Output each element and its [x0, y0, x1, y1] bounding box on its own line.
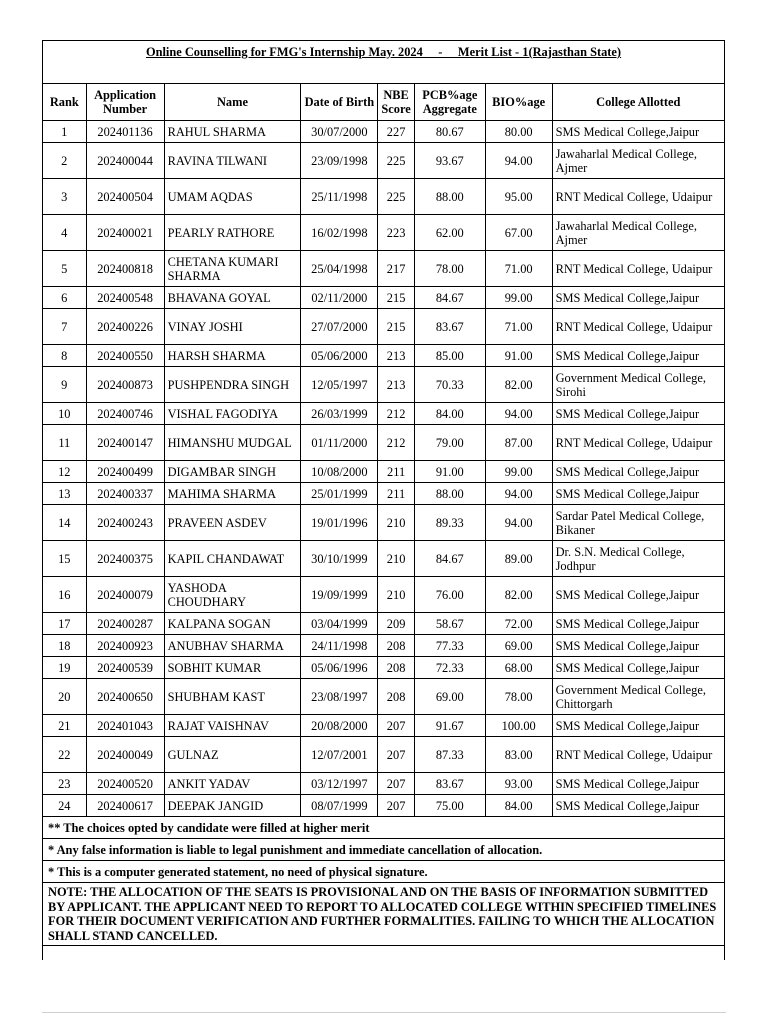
cell-pcb: 76.00	[414, 577, 485, 613]
header-rank: Rank	[43, 84, 87, 121]
cell-rank: 24	[43, 795, 87, 817]
cell-dob: 19/01/1996	[301, 505, 378, 541]
cell-bio: 80.00	[485, 121, 552, 143]
cell-college: RNT Medical College, Udaipur	[552, 309, 724, 345]
header-dob: Date of Birth	[301, 84, 378, 121]
cell-college: RNT Medical College, Udaipur	[552, 179, 724, 215]
cell-rank: 18	[43, 635, 87, 657]
cell-rank: 9	[43, 367, 87, 403]
cell-application-number: 202400287	[86, 613, 164, 635]
table-row	[43, 679, 725, 715]
cell-nbe-score: 215	[378, 287, 414, 309]
cell-dob: 26/03/1999	[301, 403, 378, 425]
cell-nbe-score: 210	[378, 505, 414, 541]
cell-nbe-score: 208	[378, 635, 414, 657]
cell-dob: 03/04/1999	[301, 613, 378, 635]
cell-rank: 17	[43, 613, 87, 635]
cell-pcb: 91.00	[414, 461, 485, 483]
page-bottom-rule	[42, 1012, 726, 1013]
cell-nbe-score: 213	[378, 345, 414, 367]
cell-rank: 10	[43, 403, 87, 425]
cell-bio: 87.00	[485, 425, 552, 461]
cell-pcb: 80.67	[414, 121, 485, 143]
table-row	[43, 577, 725, 613]
table-row	[43, 773, 725, 795]
cell-college: SMS Medical College,Jaipur	[552, 483, 724, 505]
cell-bio: 100.00	[485, 715, 552, 737]
cell-dob: 05/06/1996	[301, 657, 378, 679]
cell-rank: 15	[43, 541, 87, 577]
cell-bio: 69.00	[485, 635, 552, 657]
cell-college: SMS Medical College,Jaipur	[552, 461, 724, 483]
cell-nbe-score: 215	[378, 309, 414, 345]
cell-dob: 05/06/2000	[301, 345, 378, 367]
table-row	[43, 613, 725, 635]
cell-dob: 03/12/1997	[301, 773, 378, 795]
cell-college: SMS Medical College,Jaipur	[552, 287, 724, 309]
cell-application-number: 202401136	[86, 121, 164, 143]
cell-name: PRAVEEN ASDEV	[164, 505, 301, 541]
cell-application-number: 202400650	[86, 679, 164, 715]
cell-bio: 71.00	[485, 309, 552, 345]
cell-pcb: 75.00	[414, 795, 485, 817]
cell-bio: 99.00	[485, 461, 552, 483]
cell-dob: 25/01/1999	[301, 483, 378, 505]
table-row	[43, 143, 725, 179]
header-row	[43, 84, 725, 121]
cell-nbe-score: 212	[378, 403, 414, 425]
cell-college: RNT Medical College, Udaipur	[552, 425, 724, 461]
table-row	[43, 715, 725, 737]
note-false-info: * Any false information is liable to legal punishment and immediate cancellation of allocation.	[43, 839, 725, 861]
cell-rank: 7	[43, 309, 87, 345]
cell-application-number: 202400337	[86, 483, 164, 505]
header-application-number: Application Number	[86, 84, 164, 121]
cell-nbe-score: 225	[378, 179, 414, 215]
cell-application-number: 202401043	[86, 715, 164, 737]
cell-application-number: 202400617	[86, 795, 164, 817]
cell-dob: 20/08/2000	[301, 715, 378, 737]
table-row	[43, 309, 725, 345]
cell-name: DIGAMBAR SINGH	[164, 461, 301, 483]
cell-dob: 10/08/2000	[301, 461, 378, 483]
cell-rank: 20	[43, 679, 87, 715]
cell-application-number: 202400818	[86, 251, 164, 287]
table-row	[43, 345, 725, 367]
cell-dob: 23/09/1998	[301, 143, 378, 179]
cell-application-number: 202400520	[86, 773, 164, 795]
cell-name: RAHUL SHARMA	[164, 121, 301, 143]
cell-nbe-score: 225	[378, 143, 414, 179]
table-row	[43, 541, 725, 577]
cell-college: Dr. S.N. Medical College, Jodhpur	[552, 541, 724, 577]
cell-pcb: 83.67	[414, 773, 485, 795]
cell-nbe-score: 223	[378, 215, 414, 251]
table-tail-row	[43, 946, 725, 961]
cell-rank: 6	[43, 287, 87, 309]
cell-application-number: 202400147	[86, 425, 164, 461]
cell-rank: 4	[43, 215, 87, 251]
table-row	[43, 179, 725, 215]
cell-pcb: 84.00	[414, 403, 485, 425]
table-row	[43, 505, 725, 541]
cell-rank: 11	[43, 425, 87, 461]
cell-pcb: 85.00	[414, 345, 485, 367]
cell-application-number: 202400021	[86, 215, 164, 251]
cell-dob: 16/02/1998	[301, 215, 378, 251]
header-pcb: PCB%age Aggregate	[414, 84, 485, 121]
cell-dob: 25/11/1998	[301, 179, 378, 215]
cell-application-number: 202400079	[86, 577, 164, 613]
cell-pcb: 84.67	[414, 541, 485, 577]
cell-pcb: 83.67	[414, 309, 485, 345]
cell-bio: 78.00	[485, 679, 552, 715]
cell-name: HIMANSHU MUDGAL	[164, 425, 301, 461]
cell-application-number: 202400504	[86, 179, 164, 215]
cell-nbe-score: 209	[378, 613, 414, 635]
cell-bio: 72.00	[485, 613, 552, 635]
cell-nbe-score: 213	[378, 367, 414, 403]
cell-nbe-score: 210	[378, 577, 414, 613]
note-false-info-row	[43, 839, 725, 861]
table-row	[43, 657, 725, 679]
cell-name: RAJAT VAISHNAV	[164, 715, 301, 737]
cell-dob: 12/07/2001	[301, 737, 378, 773]
cell-nbe-score: 212	[378, 425, 414, 461]
cell-bio: 71.00	[485, 251, 552, 287]
table-row	[43, 403, 725, 425]
cell-name: CHETANA KUMARI SHARMA	[164, 251, 301, 287]
cell-rank: 16	[43, 577, 87, 613]
cell-college: SMS Medical College,Jaipur	[552, 403, 724, 425]
cell-nbe-score: 207	[378, 795, 414, 817]
cell-application-number: 202400226	[86, 309, 164, 345]
cell-name: SOBHIT KUMAR	[164, 657, 301, 679]
cell-bio: 89.00	[485, 541, 552, 577]
table-row	[43, 215, 725, 251]
cell-pcb: 69.00	[414, 679, 485, 715]
cell-nbe-score: 227	[378, 121, 414, 143]
note-allocation-provisional: NOTE: THE ALLOCATION OF THE SEATS IS PROVISIONAL AND ON THE BASIS OF INFORMATION SUBMITTED BY APPLICANT. THE APPLICANT NEED TO REPORT TO ALLOCATED COLLEGE WITHIN SPECIFIED TIMELINES FOR THEIR DOCUMENT VERIFICATION AND FURTHER FORMALITIES. FAILING TO WHICH THE ALLOCATION SHALL STAND CANCELLED.	[43, 883, 725, 946]
cell-name: UMAM AQDAS	[164, 179, 301, 215]
note-computer-generated: * This is a computer generated statement, no need of physical signature.	[43, 861, 725, 883]
cell-college: SMS Medical College,Jaipur	[552, 715, 724, 737]
cell-college: SMS Medical College,Jaipur	[552, 121, 724, 143]
cell-nbe-score: 207	[378, 737, 414, 773]
cell-bio: 67.00	[485, 215, 552, 251]
table-row	[43, 795, 725, 817]
cell-pcb: 72.33	[414, 657, 485, 679]
cell-application-number: 202400539	[86, 657, 164, 679]
cell-application-number: 202400746	[86, 403, 164, 425]
note-allocation-provisional-row	[43, 883, 725, 946]
table-row	[43, 483, 725, 505]
cell-name: KALPANA SOGAN	[164, 613, 301, 635]
cell-rank: 12	[43, 461, 87, 483]
cell-college: SMS Medical College,Jaipur	[552, 345, 724, 367]
cell-nbe-score: 208	[378, 657, 414, 679]
cell-application-number: 202400375	[86, 541, 164, 577]
cell-bio: 82.00	[485, 577, 552, 613]
cell-name: ANUBHAV SHARMA	[164, 635, 301, 657]
cell-application-number: 202400499	[86, 461, 164, 483]
cell-bio: 84.00	[485, 795, 552, 817]
cell-pcb: 70.33	[414, 367, 485, 403]
cell-bio: 83.00	[485, 737, 552, 773]
cell-college: RNT Medical College, Udaipur	[552, 737, 724, 773]
cell-rank: 5	[43, 251, 87, 287]
cell-name: SHUBHAM KAST	[164, 679, 301, 715]
cell-dob: 01/11/2000	[301, 425, 378, 461]
cell-college: SMS Medical College,Jaipur	[552, 635, 724, 657]
cell-name: RAVINA TILWANI	[164, 143, 301, 179]
header-bio: BIO%age	[485, 84, 552, 121]
note-higher-merit-row	[43, 817, 725, 839]
cell-rank: 8	[43, 345, 87, 367]
cell-rank: 14	[43, 505, 87, 541]
cell-bio: 82.00	[485, 367, 552, 403]
cell-dob: 02/11/2000	[301, 287, 378, 309]
cell-college: Jawaharlal Medical College, Ajmer	[552, 143, 724, 179]
table-row	[43, 737, 725, 773]
page-title: Online Counselling for FMG's Internship May. 2024 - Merit List - 1(Rajasthan State)	[43, 41, 725, 84]
cell-rank: 22	[43, 737, 87, 773]
cell-pcb: 89.33	[414, 505, 485, 541]
cell-nbe-score: 211	[378, 483, 414, 505]
cell-college: SMS Medical College,Jaipur	[552, 613, 724, 635]
cell-pcb: 91.67	[414, 715, 485, 737]
cell-nbe-score: 211	[378, 461, 414, 483]
cell-name: PUSHPENDRA SINGH	[164, 367, 301, 403]
note-computer-generated-row	[43, 861, 725, 883]
cell-college: SMS Medical College,Jaipur	[552, 773, 724, 795]
cell-nbe-score: 207	[378, 715, 414, 737]
cell-name: KAPIL CHANDAWAT	[164, 541, 301, 577]
table-row	[43, 635, 725, 657]
cell-name: VISHAL FAGODIYA	[164, 403, 301, 425]
cell-nbe-score: 207	[378, 773, 414, 795]
cell-application-number: 202400044	[86, 143, 164, 179]
header-college: College Allotted	[552, 84, 724, 121]
table-row	[43, 287, 725, 309]
cell-rank: 21	[43, 715, 87, 737]
cell-name: BHAVANA GOYAL	[164, 287, 301, 309]
cell-pcb: 93.67	[414, 143, 485, 179]
cell-name: VINAY JOSHI	[164, 309, 301, 345]
cell-application-number: 202400049	[86, 737, 164, 773]
cell-dob: 25/04/1998	[301, 251, 378, 287]
cell-dob: 27/07/2000	[301, 309, 378, 345]
cell-bio: 94.00	[485, 505, 552, 541]
cell-dob: 19/09/1999	[301, 577, 378, 613]
cell-pcb: 78.00	[414, 251, 485, 287]
cell-dob: 30/10/1999	[301, 541, 378, 577]
cell-name: PEARLY RATHORE	[164, 215, 301, 251]
cell-name: MAHIMA SHARMA	[164, 483, 301, 505]
cell-pcb: 77.33	[414, 635, 485, 657]
title-row	[43, 41, 725, 84]
cell-bio: 94.00	[485, 143, 552, 179]
cell-bio: 68.00	[485, 657, 552, 679]
table-row	[43, 251, 725, 287]
cell-name: GULNAZ	[164, 737, 301, 773]
cell-rank: 3	[43, 179, 87, 215]
cell-bio: 94.00	[485, 403, 552, 425]
cell-rank: 23	[43, 773, 87, 795]
cell-pcb: 87.33	[414, 737, 485, 773]
cell-application-number: 202400243	[86, 505, 164, 541]
header-name: Name	[164, 84, 301, 121]
cell-nbe-score: 208	[378, 679, 414, 715]
note-higher-merit: ** The choices opted by candidate were filled at higher merit	[43, 817, 725, 839]
cell-application-number: 202400550	[86, 345, 164, 367]
cell-pcb: 88.00	[414, 483, 485, 505]
cell-college: Jawaharlal Medical College, Ajmer	[552, 215, 724, 251]
cell-dob: 08/07/1999	[301, 795, 378, 817]
cell-rank: 1	[43, 121, 87, 143]
cell-college: Government Medical College, Chittorgarh	[552, 679, 724, 715]
merit-list-table	[42, 40, 725, 960]
cell-name: DEEPAK JANGID	[164, 795, 301, 817]
cell-application-number: 202400873	[86, 367, 164, 403]
cell-nbe-score: 210	[378, 541, 414, 577]
cell-pcb: 79.00	[414, 425, 485, 461]
table-row	[43, 367, 725, 403]
cell-name: YASHODA CHOUDHARY	[164, 577, 301, 613]
cell-pcb: 62.00	[414, 215, 485, 251]
cell-bio: 94.00	[485, 483, 552, 505]
table-row	[43, 461, 725, 483]
cell-rank: 19	[43, 657, 87, 679]
cell-college: SMS Medical College,Jaipur	[552, 657, 724, 679]
cell-pcb: 84.67	[414, 287, 485, 309]
cell-college: RNT Medical College, Udaipur	[552, 251, 724, 287]
table-tail-cell	[43, 946, 725, 961]
table-row	[43, 121, 725, 143]
cell-bio: 91.00	[485, 345, 552, 367]
cell-rank: 2	[43, 143, 87, 179]
cell-bio: 93.00	[485, 773, 552, 795]
cell-nbe-score: 217	[378, 251, 414, 287]
cell-name: HARSH SHARMA	[164, 345, 301, 367]
cell-rank: 13	[43, 483, 87, 505]
cell-bio: 99.00	[485, 287, 552, 309]
cell-college: Government Medical College, Sirohi	[552, 367, 724, 403]
cell-application-number: 202400548	[86, 287, 164, 309]
cell-college: SMS Medical College,Jaipur	[552, 795, 724, 817]
cell-dob: 23/08/1997	[301, 679, 378, 715]
table-row	[43, 425, 725, 461]
cell-dob: 30/07/2000	[301, 121, 378, 143]
cell-application-number: 202400923	[86, 635, 164, 657]
cell-dob: 24/11/1998	[301, 635, 378, 657]
cell-pcb: 58.67	[414, 613, 485, 635]
header-nbe-score: NBE Score	[378, 84, 414, 121]
cell-name: ANKIT YADAV	[164, 773, 301, 795]
cell-pcb: 88.00	[414, 179, 485, 215]
cell-dob: 12/05/1997	[301, 367, 378, 403]
cell-college: SMS Medical College,Jaipur	[552, 577, 724, 613]
cell-college: Sardar Patel Medical College, Bikaner	[552, 505, 724, 541]
cell-bio: 95.00	[485, 179, 552, 215]
